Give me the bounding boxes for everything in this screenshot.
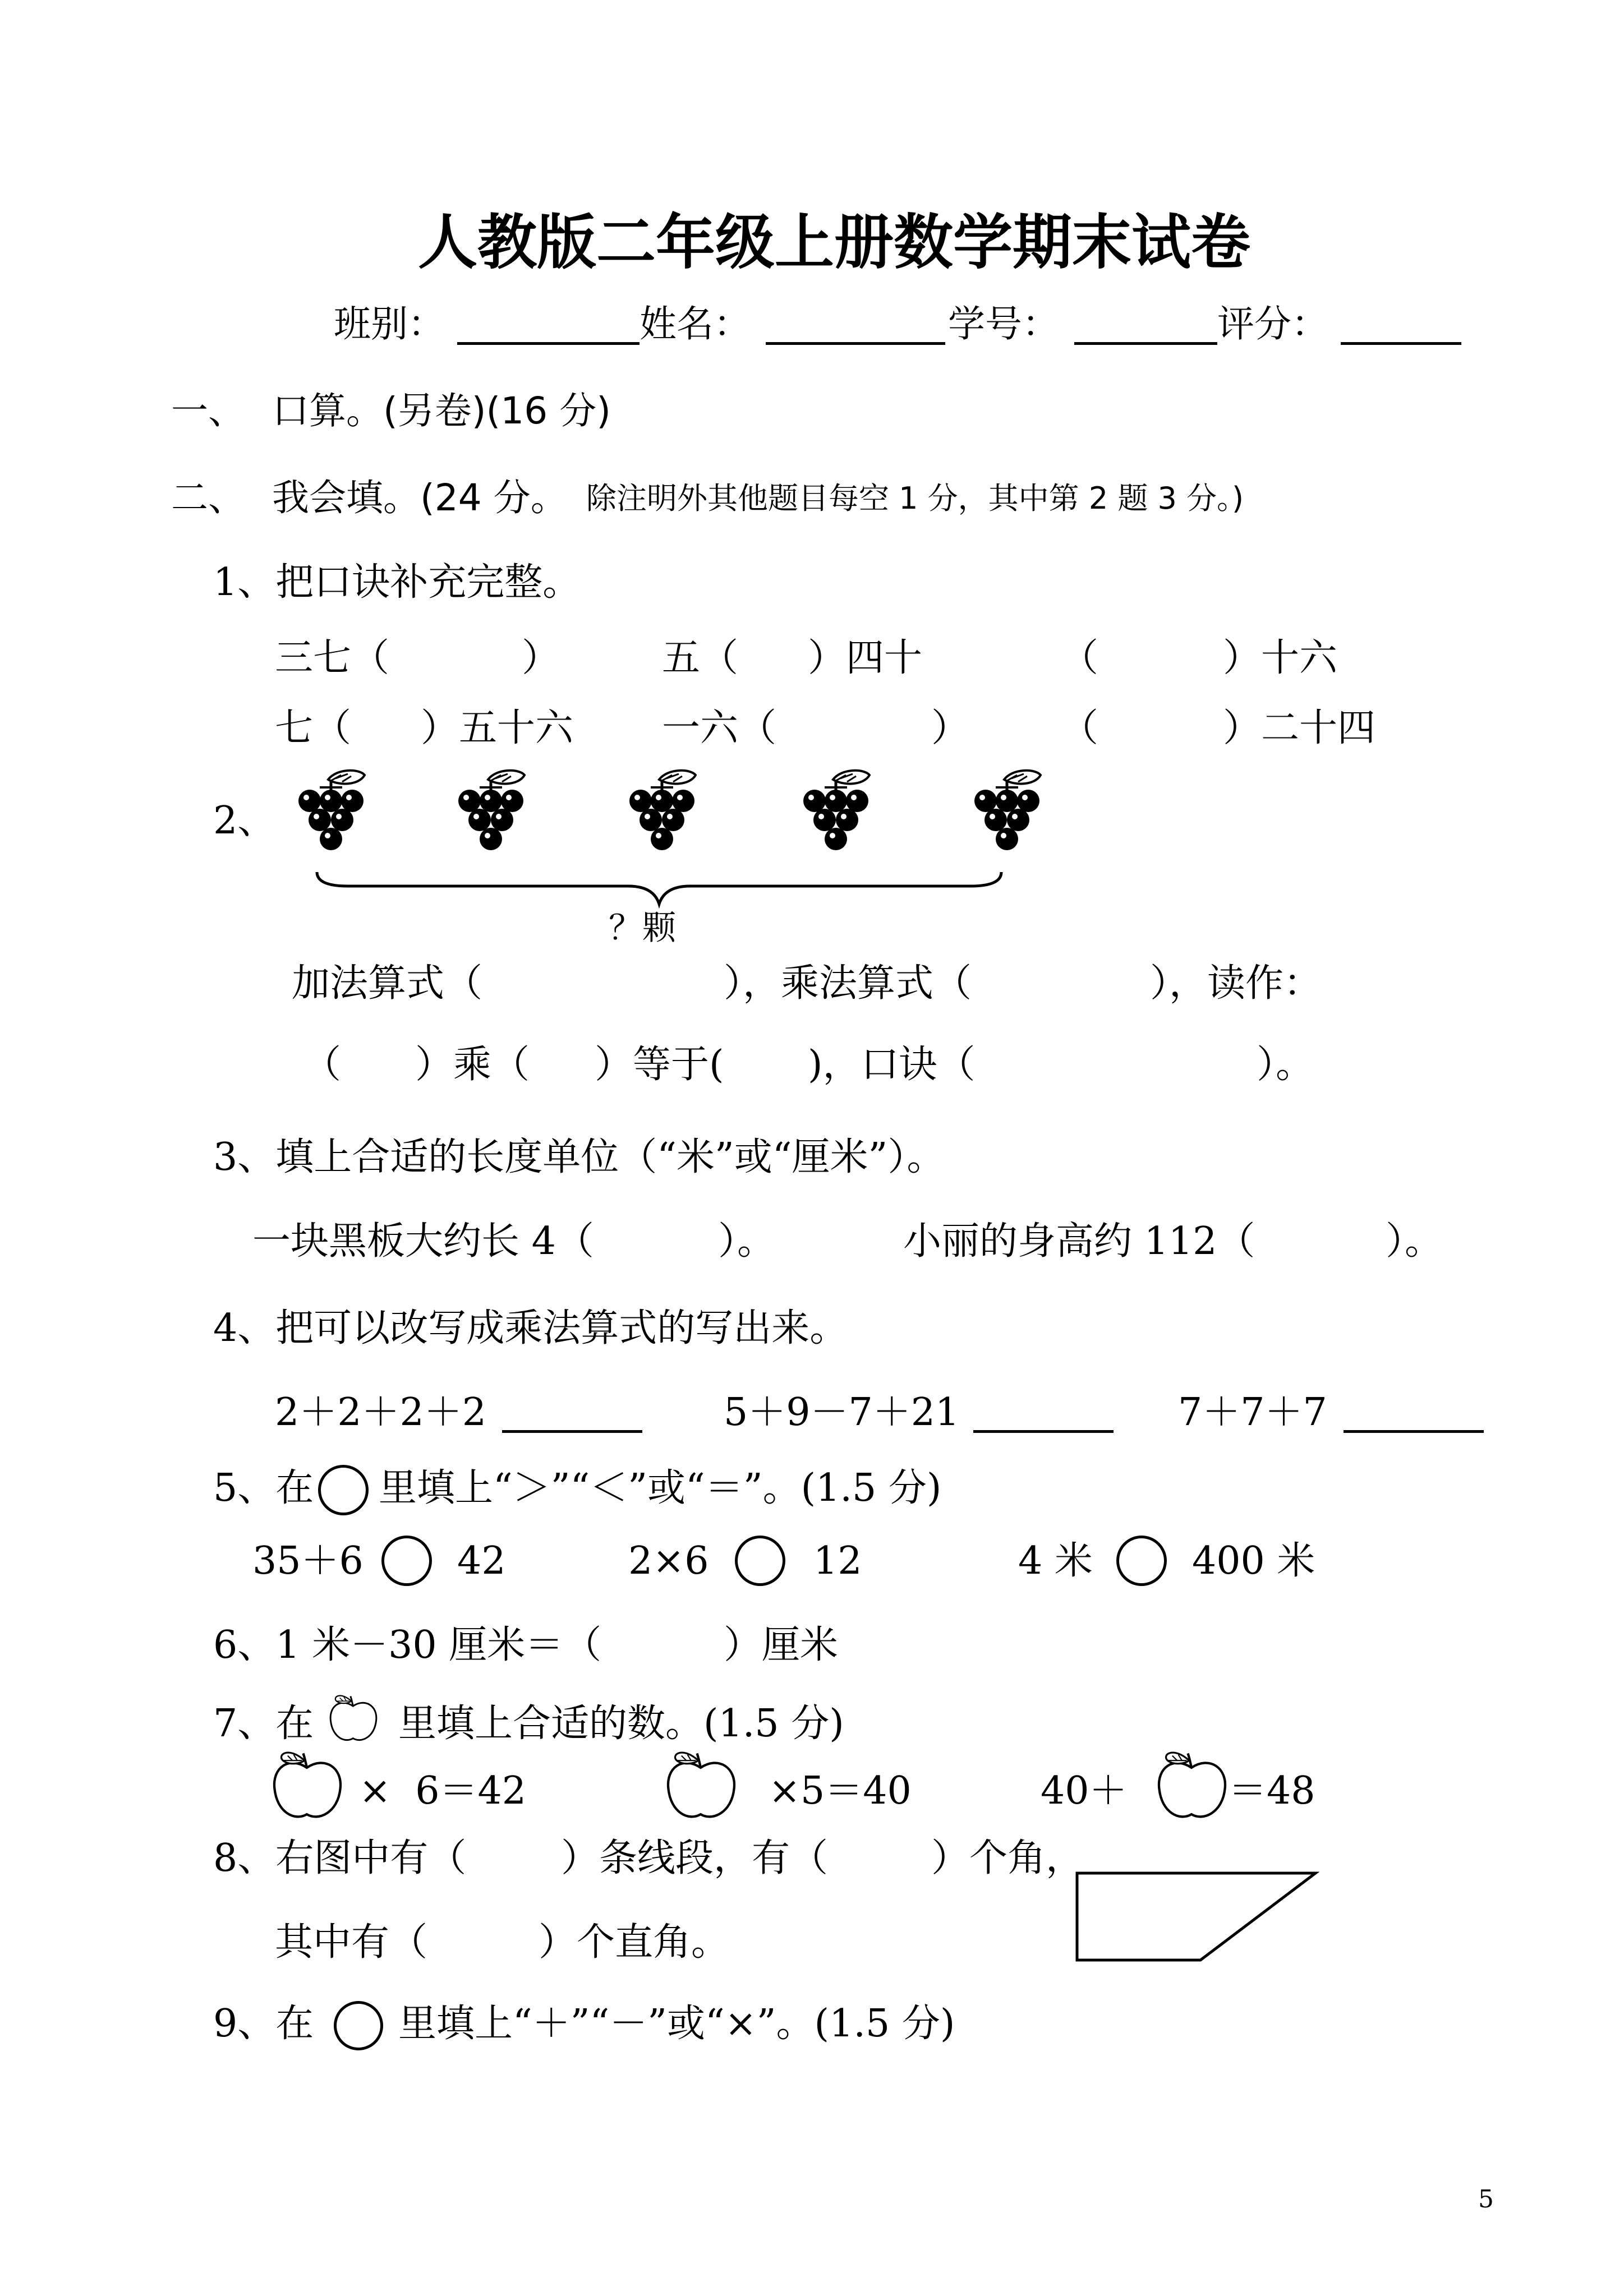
q5-heading: 5、在	[213, 1466, 314, 1510]
q2-line2-c: ）等于(	[595, 1043, 724, 1087]
page-number: 5	[1478, 2185, 1494, 2214]
q8-line2-b: ）个直角。	[539, 1920, 730, 1965]
id-label: 学号：	[948, 302, 1059, 345]
q3-item-a-end: ）。	[718, 1219, 776, 1264]
q4-expr-1: 2＋2＋2＋2	[275, 1390, 487, 1435]
grape-icon	[802, 768, 875, 852]
class-label: 班别：	[334, 302, 445, 345]
q6-text-start: 6、1 米－30 厘米＝（	[213, 1623, 602, 1667]
circle-icon	[334, 2001, 383, 2050]
q6-text-end: ）厘米	[724, 1623, 839, 1667]
grape-icon	[973, 768, 1046, 852]
q1-r2-e: （	[1060, 706, 1099, 750]
section-2-number: 二、	[171, 476, 245, 519]
q1-r1-f: ）十六	[1223, 636, 1338, 680]
q7-item-3: 40＋	[1041, 1769, 1128, 1813]
trapezoid-figure	[1074, 1870, 1321, 1966]
apple-icon[interactable]	[662, 1750, 740, 1823]
q5-compare-circle-3[interactable]	[1116, 1536, 1167, 1586]
q5-item-3-right: 400 米	[1192, 1539, 1315, 1583]
section-2-text: 我会填。(24 分。	[272, 476, 568, 519]
q7-heading-rest: 里填上合适的数。(1.5 分)	[398, 1702, 844, 1746]
q5-item-1-right: 42	[457, 1539, 506, 1583]
class-blank[interactable]	[457, 342, 640, 345]
q1-r2-a: 七（	[275, 706, 352, 750]
q2-line2-e: ）。	[1257, 1043, 1314, 1087]
q5-compare-circle-2[interactable]	[735, 1536, 785, 1586]
q5-item-1-left: 35＋6	[252, 1539, 364, 1583]
q1-r1-e: （	[1060, 636, 1099, 680]
page-title: 人教版二年级上册数学期末试卷	[418, 208, 1250, 277]
q1-r2-d: ）	[931, 706, 970, 750]
q3-item-a: 一块黑板大约长 4（	[252, 1219, 594, 1264]
brace-label: ？颗	[609, 909, 676, 948]
q1-r2-c: 一六（	[662, 706, 777, 750]
apple-icon[interactable]	[268, 1750, 347, 1823]
q1-r2-f: ）二十四	[1223, 706, 1376, 750]
id-blank[interactable]	[1074, 342, 1217, 345]
q7-item-4: ＝48	[1229, 1769, 1315, 1813]
section-2-note: 除注明外其他题目每空 1 分，其中第 2 题 3 分。)	[586, 481, 1244, 516]
q4-answer-3[interactable]	[1344, 1430, 1484, 1433]
q4-expr-3: 7＋7＋7	[1178, 1390, 1327, 1435]
section-1-text: 口算。(另卷)(16 分)	[272, 389, 611, 432]
section-1-number: 一、	[171, 389, 245, 432]
grape-icon	[297, 768, 370, 852]
grape-icon	[457, 768, 530, 852]
q7-item-1: × 6＝42	[359, 1769, 526, 1813]
q7-item-2: ×5＝40	[769, 1769, 912, 1813]
q5-item-2-left: 2×6	[628, 1539, 709, 1583]
q8-line1-c: ）个角，	[931, 1836, 1084, 1880]
q3-heading: 3、填上合适的长度单位（“米”或“厘米”）。	[213, 1135, 945, 1179]
q2-number: 2、	[213, 799, 276, 843]
score-label: 评分：	[1217, 302, 1328, 345]
q4-answer-1[interactable]	[502, 1430, 642, 1433]
q5-item-2-right: 12	[813, 1539, 862, 1583]
q7-heading-start: 7、在	[213, 1702, 314, 1746]
score-blank[interactable]	[1341, 342, 1461, 345]
q1-r2-b: ）五十六	[421, 706, 574, 750]
q8-line1-a: 8、右图中有（	[213, 1836, 467, 1880]
q2-line1-b: ），乘法算式（	[724, 961, 972, 1006]
q3-item-b: 小丽的身高约 112（	[903, 1219, 1255, 1264]
q5-item-3-left: 4 米	[1018, 1539, 1093, 1583]
q4-answer-2[interactable]	[973, 1430, 1114, 1433]
q4-expr-2: 5＋9－7＋21	[724, 1390, 960, 1435]
grape-icon	[628, 768, 701, 852]
q1-r1-a: 三七（	[275, 636, 390, 680]
q1-r1-d: ）四十	[808, 636, 923, 680]
q8-line2-a: 其中有（	[275, 1920, 428, 1965]
q2-line1-c: ），读作：	[1150, 961, 1322, 1006]
apple-icon[interactable]	[1153, 1750, 1231, 1823]
q1-r1-c: 五（	[662, 636, 739, 680]
q2-line2-b: ）乘（	[415, 1043, 530, 1087]
name-blank[interactable]	[766, 342, 945, 345]
q3-item-b-end: ）。	[1386, 1219, 1443, 1264]
q8-line1-b: ）条线段，有（	[561, 1836, 829, 1880]
apple-icon	[328, 1694, 379, 1744]
q2-line1-a: 加法算式（	[292, 961, 483, 1006]
q2-line2-a: （	[303, 1043, 342, 1087]
circle-icon	[318, 1465, 369, 1515]
q1-r1-b: ）	[522, 636, 560, 680]
q9-heading-rest: 里填上“＋”“－”或“×”。(1.5 分)	[398, 2002, 955, 2046]
q9-heading-start: 9、在	[213, 2002, 314, 2046]
q1-heading: 1、把口诀补充完整。	[213, 560, 581, 605]
curly-brace	[314, 869, 1010, 909]
q2-line2-d: )，口诀（	[808, 1043, 976, 1087]
q5-heading-rest: 里填上“＞”“＜”或“＝”。(1.5 分)	[379, 1466, 942, 1510]
q5-compare-circle-1[interactable]	[381, 1536, 432, 1586]
q4-heading: 4、把可以改写成乘法算式的写出来。	[213, 1306, 848, 1350]
name-label: 姓名：	[640, 302, 751, 345]
